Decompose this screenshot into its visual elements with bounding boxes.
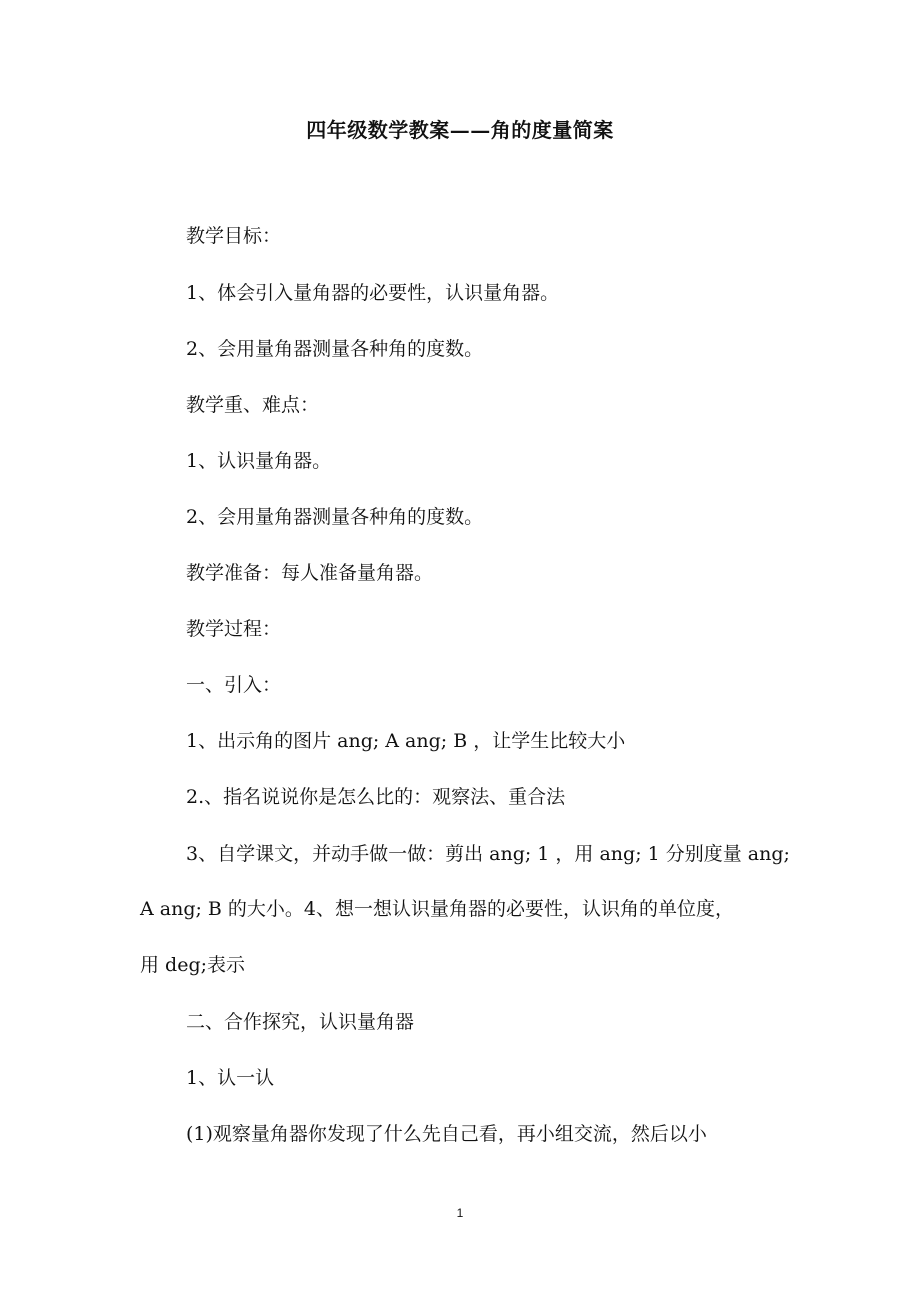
paragraph: 2、会用量角器测量各种角的度数。 <box>186 506 484 528</box>
paragraph: 教学重、难点： <box>186 394 320 416</box>
document-title: 四年级数学教案——角的度量简案 <box>306 118 614 142</box>
paragraph: 2.、指名说说你是怎么比的：观察法、重合法 <box>186 786 566 808</box>
paragraph: 教学准备：每人准备量角器。 <box>186 562 434 584</box>
paragraph: 教学过程： <box>186 618 282 640</box>
paragraph: 1、体会引入量角器的必要性，认识量角器。 <box>186 282 560 304</box>
paragraph: 3、自学课文，并动手做一做：剪出 ang; 1 ，用 ang; 1 分别度量 ang; <box>186 843 790 865</box>
paragraph: 一、引入： <box>186 674 282 696</box>
paragraph: 2、会用量角器测量各种角的度数。 <box>186 338 484 360</box>
paragraph: 1、出示角的图片 ang; A ang; B ，让学生比较大小 <box>186 730 626 752</box>
paragraph: 1、认识量角器。 <box>186 450 332 472</box>
paragraph-continuation: A ang; B 的大小。4、想一想认识量角器的必要性，认识角的单位度， <box>140 898 735 920</box>
paragraph: 教学目标： <box>186 225 282 247</box>
paragraph: (1)观察量角器你发现了什么先自己看，再小组交流，然后以小 <box>186 1123 707 1145</box>
paragraph-continuation: 用 deg;表示 <box>140 954 246 976</box>
paragraph: 二、合作探究，认识量角器 <box>186 1011 415 1033</box>
page-number: 1 <box>456 1206 464 1220</box>
paragraph: 1、认一认 <box>186 1067 275 1089</box>
